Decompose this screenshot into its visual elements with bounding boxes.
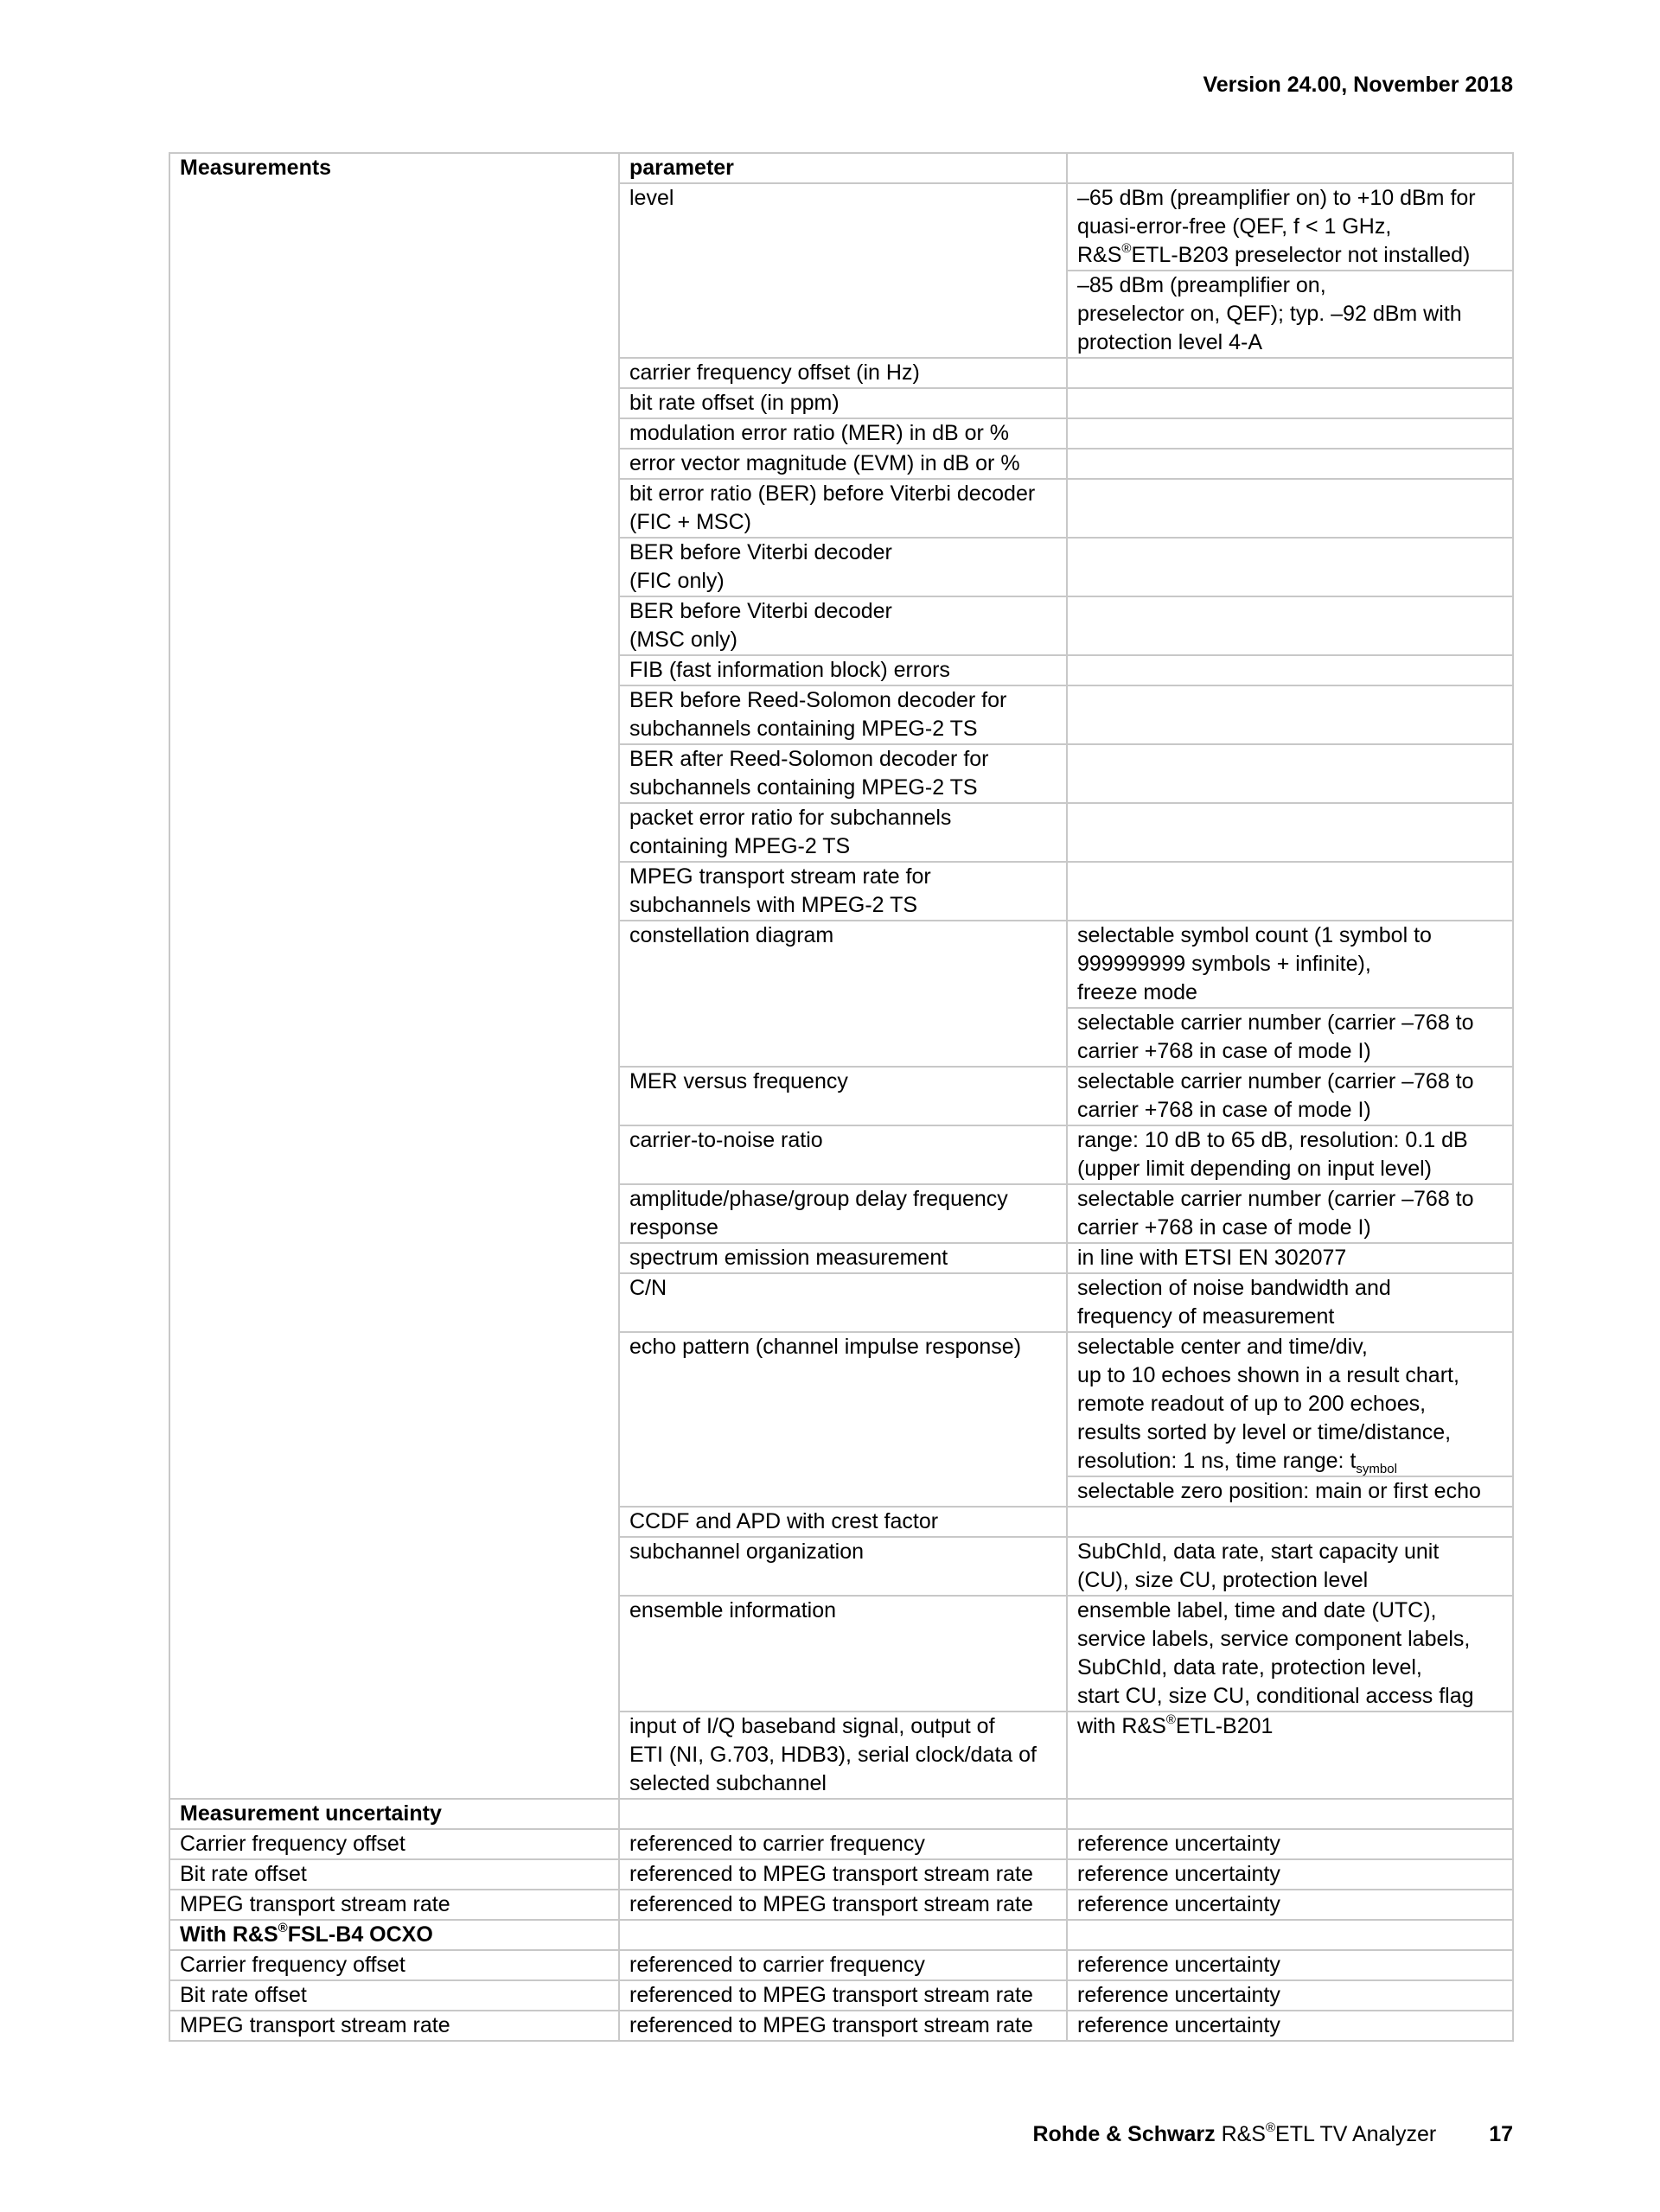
param-cell: constellation diagram xyxy=(619,921,1067,1067)
value-cell xyxy=(1067,538,1513,596)
section-label-ocxo: With R&S®FSL-B4 OCXO xyxy=(169,1920,619,1950)
row-reference: referenced to MPEG transport stream rate xyxy=(619,1890,1067,1920)
row-name: Bit rate offset xyxy=(169,1980,619,2011)
param-cell: ensemble information xyxy=(619,1596,1067,1712)
value-cell xyxy=(1067,803,1513,862)
row-value: reference uncertainty xyxy=(1067,1859,1513,1890)
section-row xyxy=(169,1799,1513,1829)
param-cell: input of I/Q baseband signal, output of ETI (NI, G.703, HDB3), serial clock/data of selected subchannel xyxy=(619,1712,1067,1799)
row-name: Bit rate offset xyxy=(169,1859,619,1890)
param-cell: level xyxy=(619,183,1067,358)
param-cell: spectrum emission measurement xyxy=(619,1243,1067,1273)
param-cell: bit rate offset (in ppm) xyxy=(619,388,1067,418)
value-cell: selectable carrier number (carrier –768 to carrier +768 in case of mode I) xyxy=(1067,1008,1513,1067)
value-cell: range: 10 dB to 65 dB, resolution: 0.1 dB (upper limit depending on input level) xyxy=(1067,1125,1513,1184)
row-reference: referenced to MPEG transport stream rate xyxy=(619,1859,1067,1890)
row-name: Carrier frequency offset xyxy=(169,1950,619,1980)
param-cell: BER after Reed-Solomon decoder for subchannels containing MPEG-2 TS xyxy=(619,744,1067,803)
value-cell xyxy=(1067,655,1513,685)
value-cell: ensemble label, time and date (UTC), service labels, service component labels, SubChId, data rate, protection level, start CU, size CU, conditional access flag xyxy=(1067,1596,1513,1712)
value-cell xyxy=(1067,862,1513,921)
document-version: Version 24.00, November 2018 xyxy=(1203,73,1513,97)
param-cell: packet error ratio for subchannels containing MPEG-2 TS xyxy=(619,803,1067,862)
value-cell: SubChId, data rate, start capacity unit (CU), size CU, protection level xyxy=(1067,1537,1513,1596)
parameter-header: parameter xyxy=(619,153,1067,183)
section-label-measurements: Measurements xyxy=(169,153,619,1799)
row-value: reference uncertainty xyxy=(1067,1829,1513,1859)
row-reference: referenced to MPEG transport stream rate xyxy=(619,2011,1067,2041)
value-cell: selectable carrier number (carrier –768 to carrier +768 in case of mode I) xyxy=(1067,1184,1513,1243)
value-cell xyxy=(1067,449,1513,479)
value-cell: selectable zero position: main or first echo xyxy=(1067,1476,1513,1507)
value-cell xyxy=(1067,153,1513,183)
row-name: MPEG transport stream rate xyxy=(169,2011,619,2041)
param-cell: modulation error ratio (MER) in dB or % xyxy=(619,418,1067,449)
value-cell: in line with ETSI EN 302077 xyxy=(1067,1243,1513,1273)
param-cell: BER before Viterbi decoder (MSC only) xyxy=(619,596,1067,655)
value-cell xyxy=(1067,1507,1513,1537)
value-cell: with R&S®ETL-B201 xyxy=(1067,1712,1513,1799)
row-reference: referenced to MPEG transport stream rate xyxy=(619,1980,1067,2011)
value-cell: –65 dBm (preamplifier on) to +10 dBm for quasi-error-free (QEF, f < 1 GHz, R&S®ETL-B203 preselector not installed) xyxy=(1067,183,1513,271)
value-cell xyxy=(1067,685,1513,744)
param-cell: bit error ratio (BER) before Viterbi decoder (FIC + MSC) xyxy=(619,479,1067,538)
param-cell: FIB (fast information block) errors xyxy=(619,655,1067,685)
value-cell xyxy=(1067,418,1513,449)
footer-company: Rohde & Schwarz xyxy=(1032,2122,1216,2146)
table-row xyxy=(169,1950,1513,1980)
spec-table xyxy=(169,152,1514,2042)
row-reference: referenced to carrier frequency xyxy=(619,1950,1067,1980)
value-cell: selection of noise bandwidth and frequency of measurement xyxy=(1067,1273,1513,1332)
table-row xyxy=(169,2011,1513,2041)
param-cell: C/N xyxy=(619,1273,1067,1332)
param-cell: error vector magnitude (EVM) in dB or % xyxy=(619,449,1067,479)
param-cell: MPEG transport stream rate for subchannels with MPEG-2 TS xyxy=(619,862,1067,921)
value-cell: –85 dBm (preamplifier on, preselector on, QEF); typ. –92 dBm with protection level 4-A xyxy=(1067,271,1513,358)
row-name: Carrier frequency offset xyxy=(169,1829,619,1859)
param-cell: CCDF and APD with crest factor xyxy=(619,1507,1067,1537)
param-cell: amplitude/phase/group delay frequency response xyxy=(619,1184,1067,1243)
param-cell: BER before Reed-Solomon decoder for subchannels containing MPEG-2 TS xyxy=(619,685,1067,744)
table-row xyxy=(169,1890,1513,1920)
section-row xyxy=(169,1920,1513,1950)
param-cell: MER versus frequency xyxy=(619,1067,1067,1125)
param-cell: BER before Viterbi decoder (FIC only) xyxy=(619,538,1067,596)
value-cell xyxy=(1067,596,1513,655)
table-row xyxy=(169,1859,1513,1890)
row-value: reference uncertainty xyxy=(1067,2011,1513,2041)
table-row xyxy=(169,153,1513,183)
table-row xyxy=(169,1829,1513,1859)
table-row xyxy=(169,1980,1513,2011)
param-cell: carrier-to-noise ratio xyxy=(619,1125,1067,1184)
param-cell: echo pattern (channel impulse response) xyxy=(619,1332,1067,1507)
row-value: reference uncertainty xyxy=(1067,1890,1513,1920)
footer-product: R&S®ETL TV Analyzer xyxy=(1221,2120,1437,2146)
row-name: MPEG transport stream rate xyxy=(169,1890,619,1920)
row-reference: referenced to carrier frequency xyxy=(619,1829,1067,1859)
row-value: reference uncertainty xyxy=(1067,1950,1513,1980)
value-cell xyxy=(1067,744,1513,803)
value-cell: selectable center and time/div, up to 10 echoes shown in a result chart, remote readout of up to 200 echoes, results sorted by level or time/distance, resolution: 1 ns, time range: $t_{symbol}$ xyxy=(1067,1332,1513,1476)
param-cell: carrier frequency offset (in Hz) xyxy=(619,358,1067,388)
value-cell: selectable symbol count (1 symbol to 999999999 symbols + infinite), freeze mode xyxy=(1067,921,1513,1008)
param-cell: subchannel organization xyxy=(619,1537,1067,1596)
page-number: 17 xyxy=(1489,2122,1513,2146)
value-cell xyxy=(1067,388,1513,418)
row-value: reference uncertainty xyxy=(1067,1980,1513,2011)
value-cell: selectable carrier number (carrier –768 to carrier +768 in case of mode I) xyxy=(1067,1067,1513,1125)
value-cell xyxy=(1067,358,1513,388)
page-footer xyxy=(1032,2122,1513,2147)
value-cell xyxy=(1067,479,1513,538)
section-label-uncertainty: Measurement uncertainty xyxy=(169,1799,619,1829)
